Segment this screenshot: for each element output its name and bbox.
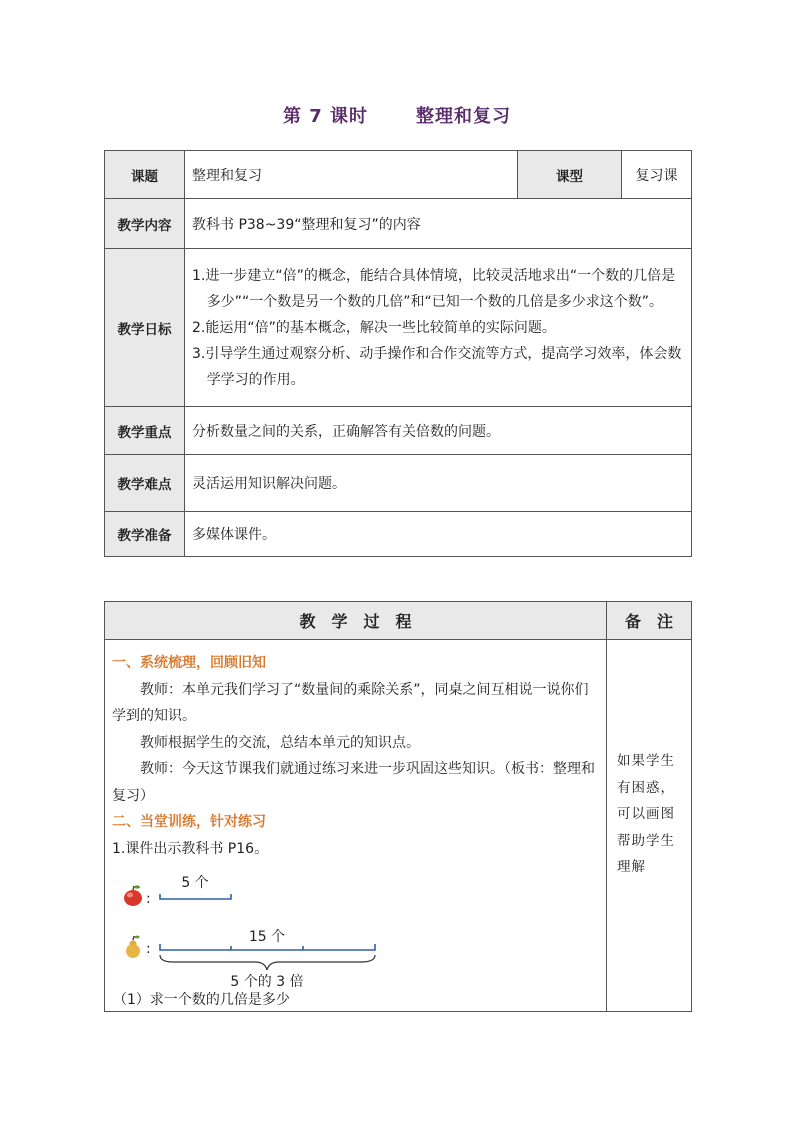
exercise-item: 1.课件出示教科书 P16。 (112, 840, 269, 857)
multiple-diagram (105, 640, 607, 1011)
apple-colon: : (146, 891, 151, 907)
notes-cell (607, 640, 692, 1012)
apple-bar (160, 894, 231, 899)
section-heading: 二、当堂训练，针对练习 (112, 814, 266, 830)
pear-colon: : (146, 941, 151, 957)
difficulty-row (105, 455, 692, 512)
difficulty-label: 教学难点 (105, 455, 185, 512)
process-table (104, 601, 692, 1012)
note-line: 如果学生 (617, 753, 675, 769)
apple-count-label: 5 个 (181, 875, 209, 891)
process-header: 教 学 过 程 (105, 602, 607, 640)
key-label: 教学重点 (105, 407, 185, 455)
paragraph: 教师：今天这节课我们就通过练习来进一步巩固这些知识。（板书：整理和复习） (112, 761, 595, 804)
lesson-topic: 整理和复习 (416, 106, 512, 127)
topic-row (105, 151, 692, 199)
goal-item: 1.进一步建立“倍”的概念，能结合具体情境，比较灵活地求出“一个数的几倍是多少”“一个数是另一个数的几倍”和“已知一个数的几倍是多少求这个数”。 (192, 267, 676, 310)
lesson-info-table (104, 150, 692, 557)
type-label: 课型 (518, 151, 622, 199)
lesson-number: 第 7 课时 (282, 106, 369, 127)
apple-icon (124, 885, 142, 906)
note-line: 有困惑， (617, 779, 675, 796)
process-cell (105, 640, 607, 1012)
pear-icon (126, 936, 140, 958)
process-body-row (105, 640, 692, 1012)
goal-item: 3.引导学生通过观察分析、动手操作和合作交流等方式，提高学习效率，体会数学学习的作用。 (192, 345, 682, 388)
section-heading: 一、系统梳理，回顾旧知 (112, 655, 266, 671)
prep-value: 多媒体课件。 (185, 512, 692, 557)
goal-item: 2.能运用“倍”的基本概念，解决一些比较简单的实际问题。 (192, 319, 556, 336)
paragraph: 教师：本单元我们学习了“数量间的乘除关系”，同桌之间互相说一说你们学到的知识。 (112, 681, 589, 724)
topic-label: 课题 (105, 151, 185, 199)
pear-count-label: 15 个 (248, 929, 286, 945)
content-row (105, 199, 692, 249)
note-line: 可以画图 (617, 806, 675, 822)
relation-label: 5 个的 3 倍 (230, 974, 304, 990)
key-row (105, 407, 692, 455)
note-line: 理解 (617, 859, 646, 875)
process-header-row (105, 602, 692, 640)
type-value: 复习课 (622, 151, 692, 199)
paragraph: 教师根据学生的交流，总结本单元的知识点。 (140, 734, 420, 751)
prep-row (105, 512, 692, 557)
content-label: 教学内容 (105, 199, 185, 249)
goals-label: 教学日标 (105, 249, 185, 407)
prep-label: 教学准备 (105, 512, 185, 557)
goals-cell (185, 249, 692, 407)
topic-value: 整理和复习 (185, 151, 518, 199)
sub-question: （1）求一个数的几倍是多少 (113, 992, 290, 1008)
page-title (0, 102, 794, 128)
difficulty-value: 灵活运用知识解决问题。 (185, 455, 692, 512)
goals-row (105, 249, 692, 407)
key-value: 分析数量之间的关系，正确解答有关倍数的问题。 (185, 407, 692, 455)
note-line: 帮助学生 (617, 832, 675, 849)
content-value: 教科书 P38~39“整理和复习”的内容 (185, 199, 692, 249)
notes-header: 备 注 (607, 602, 692, 640)
relation-brace (160, 955, 375, 970)
